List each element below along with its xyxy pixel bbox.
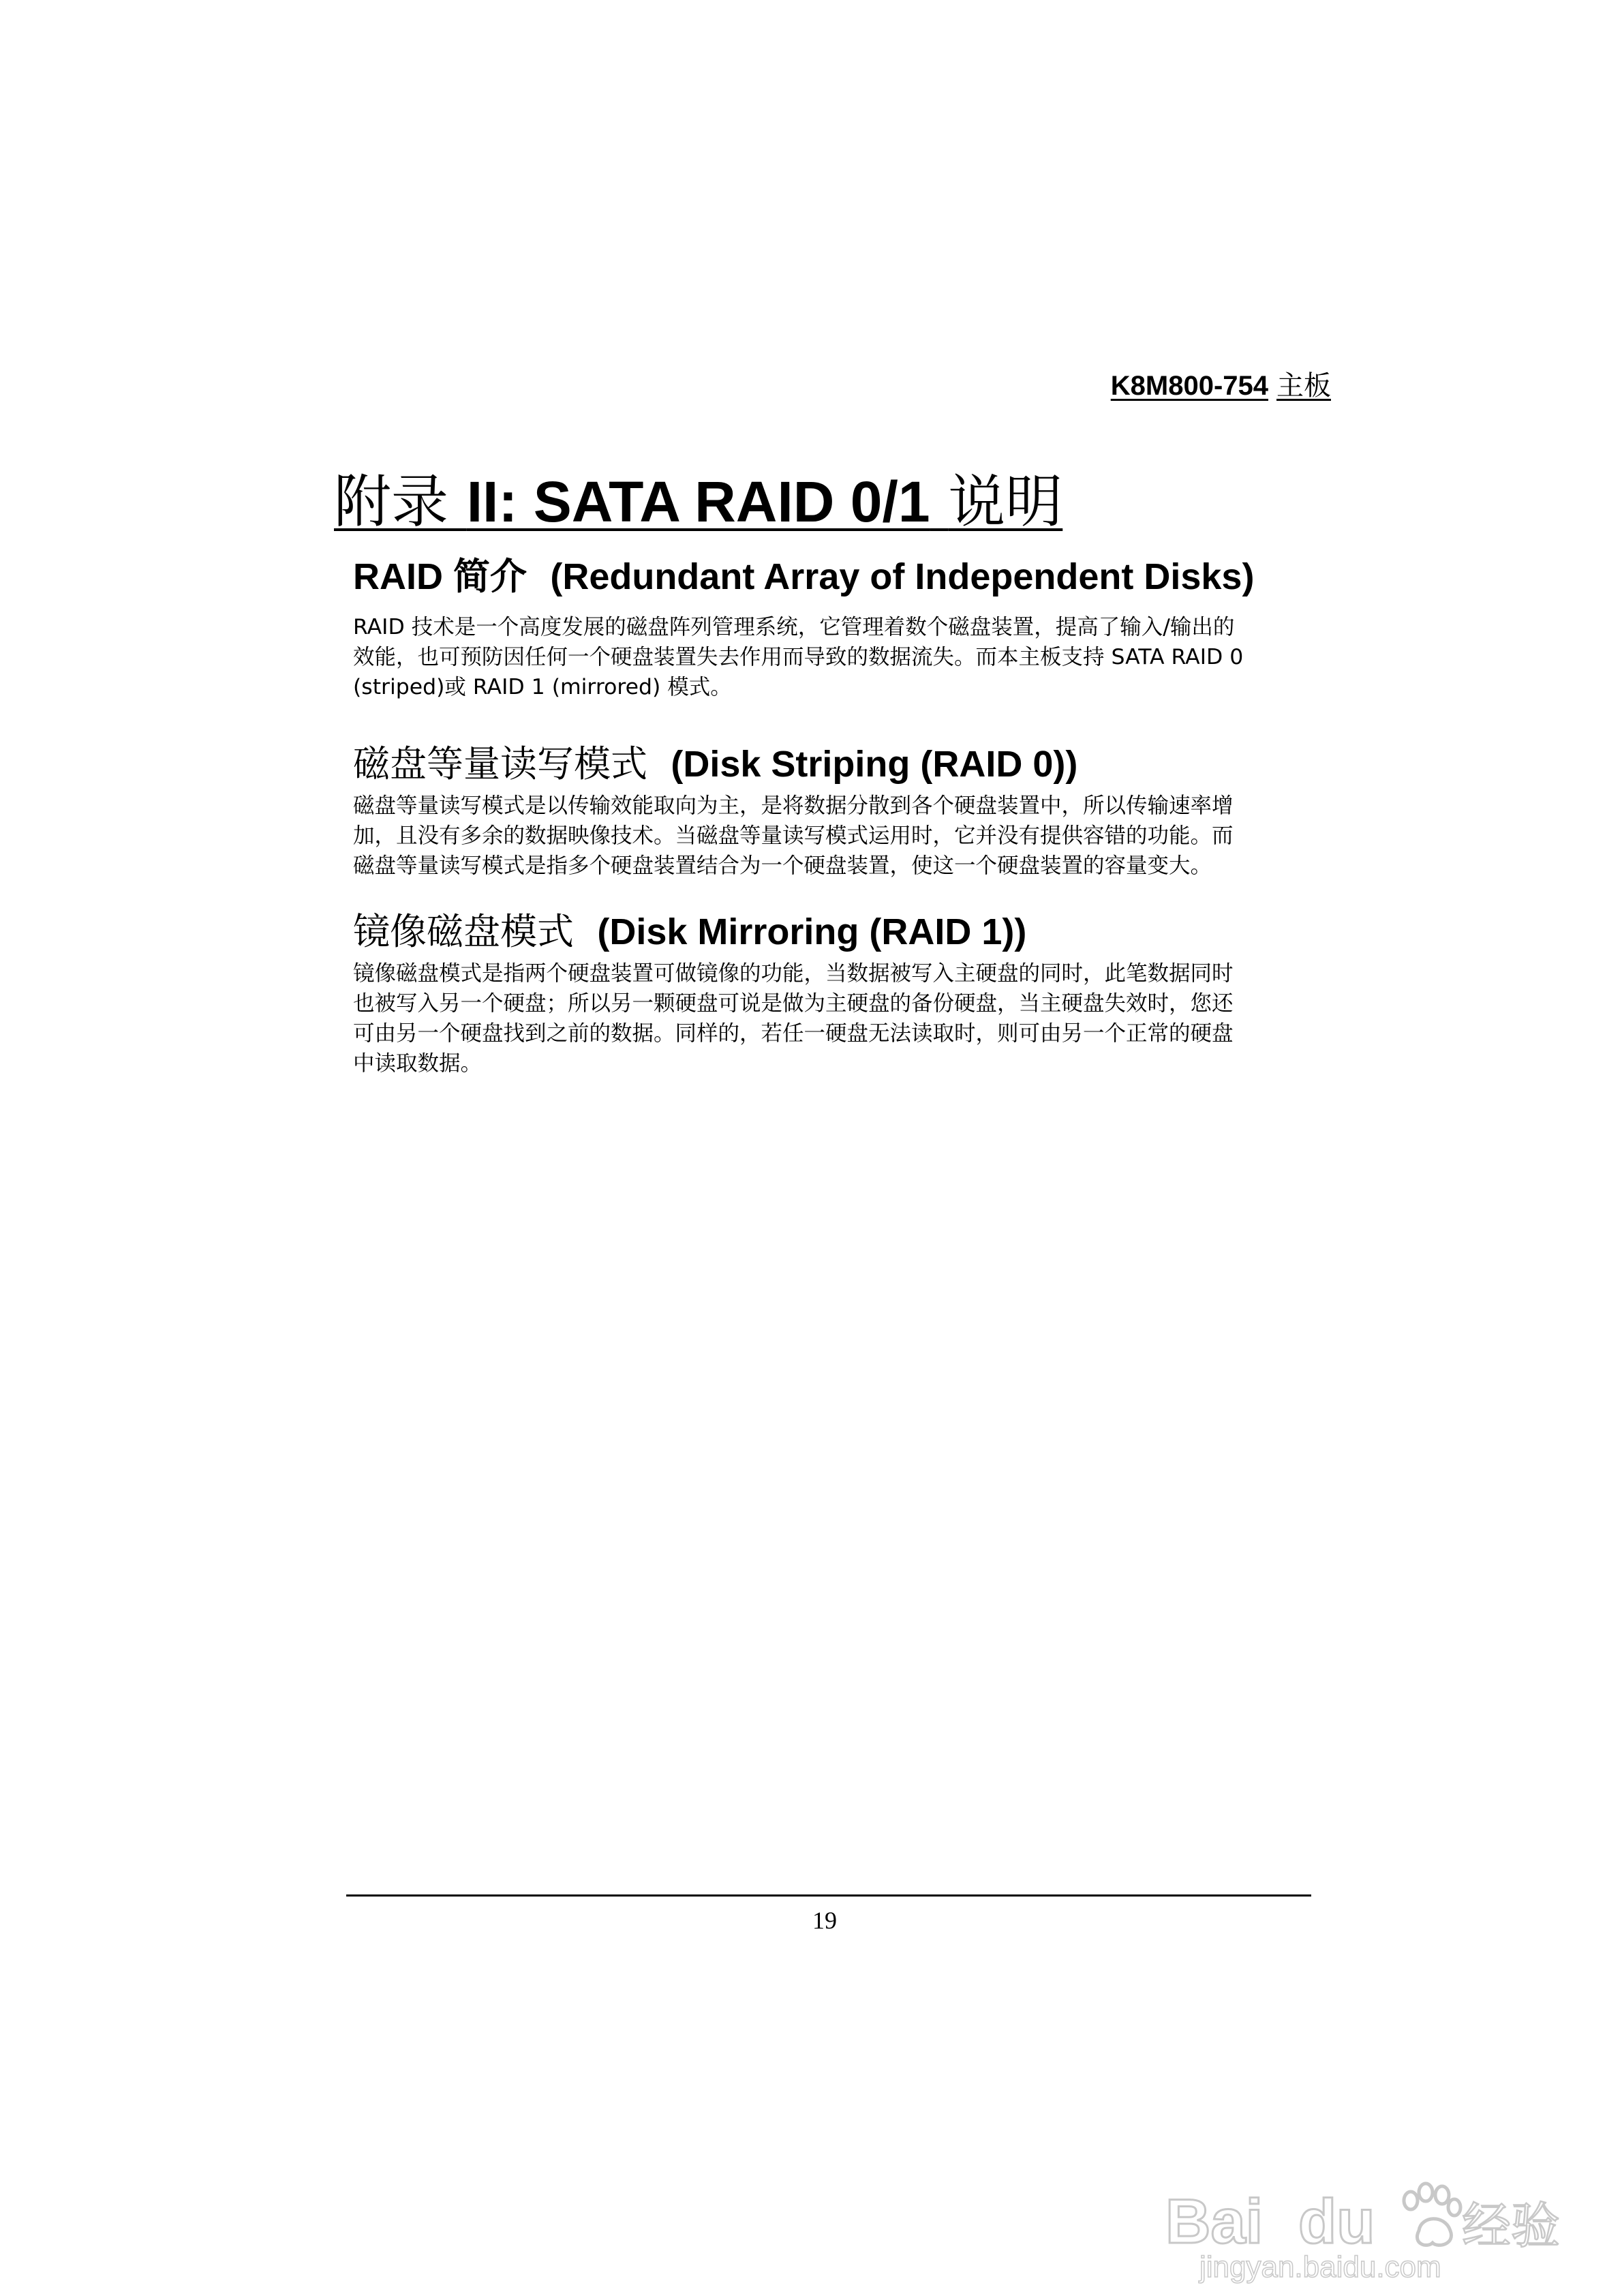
paragraph-line: 磁盘等量读写模式是以传输效能取向为主，是将数据分散到各个硬盘装置中，所以传输速率增 [353, 794, 1234, 818]
header-model-number: K8M800-754 [1110, 371, 1268, 401]
section-title-cn: RAID 简介 [353, 556, 527, 597]
paragraph-line: 镜像磁盘模式是指两个硬盘装置可做镜像的功能，当数据被写入主硬盘的同时，此笔数据同时 [353, 961, 1234, 986]
appendix-title [334, 470, 1062, 533]
section-title-cn: 镜像磁盘模式 [353, 910, 574, 953]
baidu-jingyan-watermark [1152, 2168, 1561, 2284]
section-title-en: (Redundant Array of Independent Disks) [550, 556, 1255, 597]
section-title-raid-intro [353, 556, 1254, 598]
section-title-en: (Disk Mirroring (RAID 1)) [597, 911, 1027, 952]
header-model-suffix: 主板 [1276, 370, 1331, 402]
paragraph-line: 中读取数据。 [353, 1051, 483, 1076]
page-number: 19 [812, 1907, 837, 1934]
paragraph-line: 加，且没有多余的数据映像技术。当磁盘等量读写模式运用时，它并没有提供容错的功能。而 [353, 824, 1234, 848]
section-body-raid-intro [353, 612, 1336, 702]
paragraph-line: (striped)或 RAID 1 (mirrored) 模式。 [353, 675, 732, 699]
paragraph-line: 效能，也可预防因任何一个硬盘装置失去作用而导致的数据流失。而本主板支持 SATA RAID 0 [353, 645, 1244, 669]
appendix-title-suffix: 说明 [948, 468, 1063, 535]
paragraph-line: 也被写入另一个硬盘；所以另一颗硬盘可说是做为主硬盘的备份硬盘，当主硬盘失效时，您还 [353, 991, 1234, 1016]
section-title-cn: 磁盘等量读写模式 [353, 742, 647, 785]
running-header [1111, 369, 1331, 402]
paragraph-line: 磁盘等量读写模式是指多个硬盘装置结合为一个硬盘装置，使这一个硬盘装置的容量变大。 [353, 854, 1212, 878]
appendix-title-main: II: SATA RAID 0/1 [466, 470, 930, 534]
paragraph-line: RAID 技术是一个高度发展的磁盘阵列管理系统，它管理着数个磁盘装置，提高了输入/输出的 [353, 615, 1235, 639]
watermark-url: jingyan.baidu.com [1199, 2250, 1441, 2284]
watermark-brand-cn: 经验 [1462, 2197, 1561, 2254]
appendix-title-prefix: 附录 [334, 468, 449, 535]
section-title-en: (Disk Striping (RAID 0)) [671, 744, 1078, 785]
section-body-disk-mirroring [353, 958, 1336, 1078]
watermark-brand-text: Bai [1165, 2187, 1264, 2256]
section-title-disk-striping [353, 743, 1077, 785]
footer-divider [346, 1894, 1311, 1897]
section-title-disk-mirroring [353, 911, 1026, 953]
watermark-brand-tail: du [1298, 2187, 1375, 2256]
paragraph-line: 可由另一个硬盘找到之前的数据。同样的，若任一硬盘无法读取时，则可由另一个正常的硬盘 [353, 1021, 1234, 1046]
section-body-disk-striping [353, 791, 1336, 881]
